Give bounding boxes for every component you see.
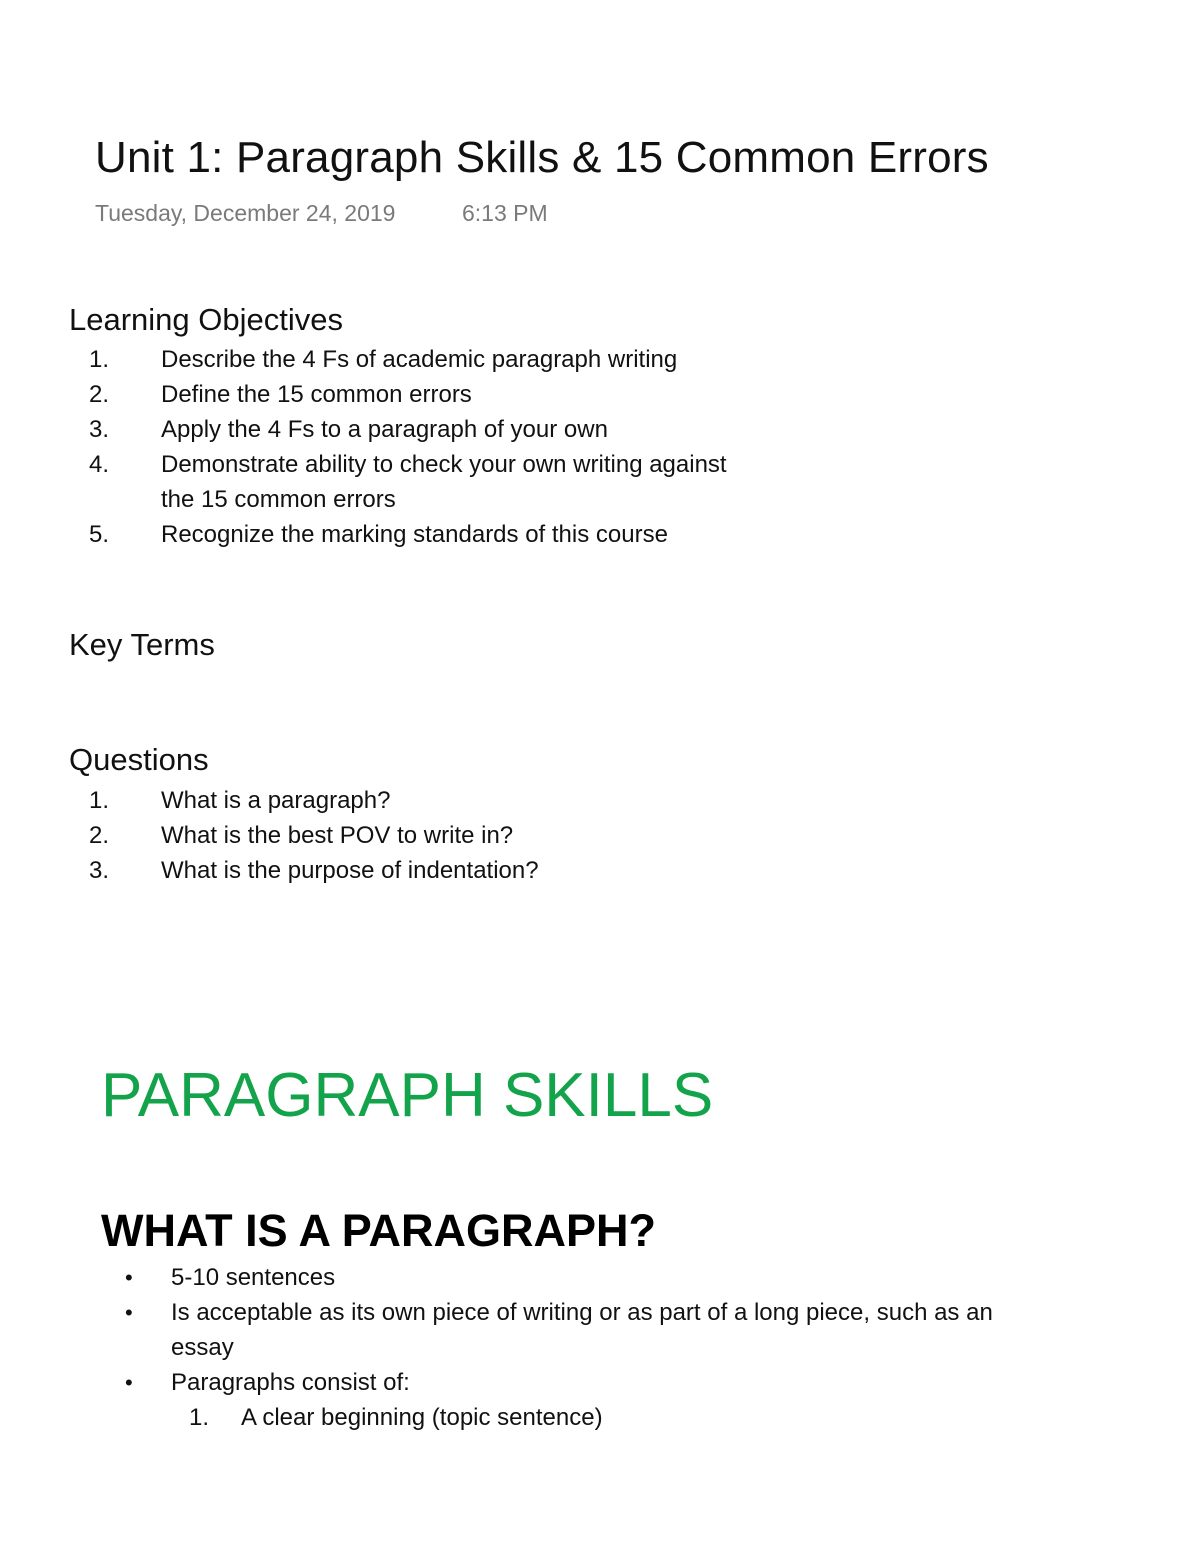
questions-list [89, 783, 809, 888]
list-text: What is the best POV to write in? [161, 822, 514, 849]
bullet-icon: • [125, 1370, 133, 1395]
list-item [125, 1260, 1105, 1295]
list-number: 2. [89, 822, 110, 849]
list-item [89, 342, 809, 377]
list-number: 1. [89, 346, 110, 373]
paragraph-bullet-list [125, 1260, 1105, 1400]
list-text: 5-10 sentences [171, 1264, 336, 1291]
list-item [89, 412, 809, 447]
paragraph-parts-list [189, 1400, 889, 1435]
list-text: Paragraphs consist of: [171, 1369, 410, 1396]
list-item [89, 853, 809, 888]
list-text: Define the 15 common errors [161, 381, 472, 408]
list-item [189, 1400, 889, 1435]
bullet-icon: • [125, 1300, 133, 1325]
list-item [125, 1295, 1105, 1365]
list-text: Apply the 4 Fs to a paragraph of your own [161, 416, 608, 443]
list-text: A clear beginning (topic sentence) [241, 1404, 603, 1431]
list-text: What is a paragraph? [161, 787, 391, 814]
list-item [89, 783, 809, 818]
list-item [89, 818, 809, 853]
list-text: Demonstrate ability to check your own writing against [161, 451, 727, 478]
list-item [89, 377, 809, 412]
list-text-continued: the 15 common errors [161, 486, 396, 513]
list-number: 1. [89, 787, 110, 814]
list-text: Describe the 4 Fs of academic paragraph writing [161, 346, 678, 373]
list-number: 3. [89, 857, 110, 884]
page-date: Tuesday, December 24, 2019 [95, 200, 396, 226]
list-item [89, 517, 809, 552]
list-number: 1. [189, 1404, 210, 1431]
page-title: Unit 1: Paragraph Skills & 15 Common Errors [95, 133, 989, 182]
list-item [125, 1365, 1105, 1400]
list-item [89, 447, 809, 517]
what-is-a-paragraph-heading: WHAT IS A PARAGRAPH? [101, 1205, 656, 1256]
list-text: Is acceptable as its own piece of writing or as part of a long piece, such as an [171, 1299, 993, 1326]
learning-objectives-heading: Learning Objectives [69, 302, 343, 337]
paragraph-skills-heading: PARAGRAPH SKILLS [101, 1061, 714, 1130]
list-number: 4. [89, 451, 110, 478]
page-time: 6:13 PM [462, 200, 548, 226]
list-number: 2. [89, 381, 110, 408]
learning-objectives-list [89, 342, 809, 552]
list-text-continued: essay [171, 1334, 234, 1361]
list-text: Recognize the marking standards of this course [161, 521, 668, 548]
list-number: 5. [89, 521, 110, 548]
bullet-icon: • [125, 1265, 133, 1290]
list-text: What is the purpose of indentation? [161, 857, 539, 884]
key-terms-heading: Key Terms [69, 627, 215, 662]
questions-heading: Questions [69, 742, 209, 777]
list-number: 3. [89, 416, 110, 443]
